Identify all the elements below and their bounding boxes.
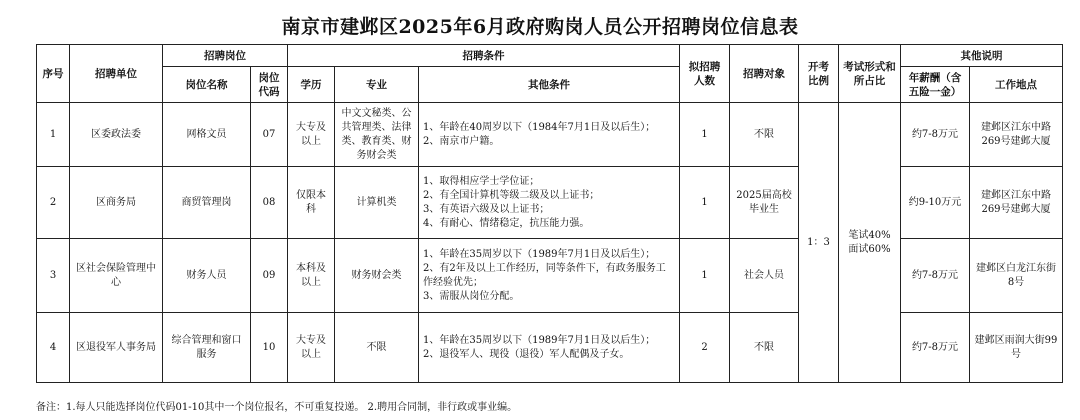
recruitment-table (36, 44, 1063, 383)
condition-line: 1、年龄在40周岁以下（1984年7月1日及以后生）； (423, 121, 656, 133)
cell-seq: 1 (37, 103, 70, 167)
header-education: 学历 (288, 67, 335, 103)
cell-other-conditions (419, 239, 680, 313)
cell-major: 财务财会类 (335, 239, 419, 313)
footnote: 备注：1.每人只能选择岗位代码01-10其中一个岗位报名，不可重复投递。 2.聘用合同制，非行政或事业编。 (36, 402, 518, 413)
header-row-2 (37, 67, 1063, 103)
cell-position-name: 商贸管理岗 (163, 167, 251, 239)
condition-line: 1、取得相应学士学位证； (423, 175, 540, 187)
cell-headcount: 2 (680, 313, 730, 383)
cell-location: 建邺区江东中路269号建邺大厦 (970, 103, 1063, 167)
header-position-group: 招聘岗位 (163, 45, 288, 67)
header-major: 专业 (335, 67, 419, 103)
header-row-1 (37, 45, 1063, 67)
condition-line: 3、有英语六级及以上证书； (423, 203, 550, 215)
cell-salary: 约7-8万元 (901, 313, 970, 383)
header-notes-group: 其他说明 (901, 45, 1063, 67)
header-position-code: 岗位代码 (251, 67, 288, 103)
cell-position-code: 08 (251, 167, 288, 239)
cell-seq: 4 (37, 313, 70, 383)
header-other-conditions: 其他条件 (419, 67, 680, 103)
cell-other-conditions (419, 103, 680, 167)
cell-target: 社会人员 (730, 239, 799, 313)
cell-other-conditions (419, 167, 680, 239)
cell-target: 2025届高校毕业生 (730, 167, 799, 239)
table-row (37, 103, 1063, 167)
cell-major: 不限 (335, 313, 419, 383)
cell-salary: 约9-10万元 (901, 167, 970, 239)
header-headcount: 拟招聘人数 (680, 45, 730, 103)
cell-position-code: 07 (251, 103, 288, 167)
condition-line: 2、退役军人、现役（退役）军人配偶及子女。 (423, 348, 630, 360)
cell-headcount: 1 (680, 103, 730, 167)
header-location: 工作地点 (970, 67, 1063, 103)
cell-education: 本科及以上 (288, 239, 335, 313)
exam-form-line: 面试60% (848, 243, 891, 255)
cell-target: 不限 (730, 313, 799, 383)
cell-education: 大专及以上 (288, 103, 335, 167)
header-seq: 序号 (37, 45, 70, 103)
cell-exam-form (839, 103, 901, 383)
condition-line: 1、年龄在35周岁以下（1989年7月1日及以后生）； (423, 334, 656, 346)
cell-unit: 区商务局 (70, 167, 163, 239)
cell-exam-ratio: 1：3 (799, 103, 839, 383)
cell-location: 建邺区雨润大街99号 (970, 313, 1063, 383)
cell-location: 建邺区白龙江东街8号 (970, 239, 1063, 313)
cell-unit: 区社会保险管理中心 (70, 239, 163, 313)
condition-line: 1、年龄在35周岁以下（1989年7月1日及以后生）； (423, 248, 656, 260)
header-target: 招聘对象 (730, 45, 799, 103)
cell-salary: 约7-8万元 (901, 239, 970, 313)
cell-education: 大专及以上 (288, 313, 335, 383)
cell-unit: 区退役军人事务局 (70, 313, 163, 383)
table-row (37, 313, 1063, 383)
header-exam-ratio: 开考比例 (799, 45, 839, 103)
header-salary: 年薪酬（含五险一金） (901, 67, 970, 103)
cell-salary: 约7-8万元 (901, 103, 970, 167)
cell-seq: 3 (37, 239, 70, 313)
cell-position-name: 财务人员 (163, 239, 251, 313)
cell-location: 建邺区江东中路269号建邺大厦 (970, 167, 1063, 239)
cell-major: 计算机类 (335, 167, 419, 239)
cell-education: 仅限本科 (288, 167, 335, 239)
header-unit: 招聘单位 (70, 45, 163, 103)
cell-position-code: 10 (251, 313, 288, 383)
header-exam-form: 考试形式和所占比 (839, 45, 901, 103)
condition-line: 3、需服从岗位分配。 (423, 290, 520, 302)
cell-target: 不限 (730, 103, 799, 167)
exam-form-line: 笔试40% (848, 229, 891, 241)
cell-headcount: 1 (680, 239, 730, 313)
table-row (37, 239, 1063, 313)
table-row (37, 167, 1063, 239)
header-conditions-group: 招聘条件 (288, 45, 680, 67)
cell-position-code: 09 (251, 239, 288, 313)
condition-line: 2、有全国计算机等级二级及以上证书； (423, 189, 600, 201)
cell-seq: 2 (37, 167, 70, 239)
cell-major: 中文文秘类、公共管理类、法律类、教育类、财务财会类 (335, 103, 419, 167)
condition-line: 2、有2年及以上工作经历，同等条件下，有政务服务工作经验优先； (423, 262, 666, 288)
cell-position-name: 综合管理和窗口服务 (163, 313, 251, 383)
cell-other-conditions (419, 313, 680, 383)
cell-unit: 区委政法委 (70, 103, 163, 167)
cell-position-name: 网格文员 (163, 103, 251, 167)
condition-line: 2、南京市户籍。 (423, 135, 500, 147)
condition-line: 4、有耐心、情绪稳定，抗压能力强。 (423, 217, 590, 229)
header-position-name: 岗位名称 (163, 67, 251, 103)
cell-headcount: 1 (680, 167, 730, 239)
page-title: 南京市建邺区2025年6月政府购岗人员公开招聘岗位信息表 (281, 16, 799, 38)
